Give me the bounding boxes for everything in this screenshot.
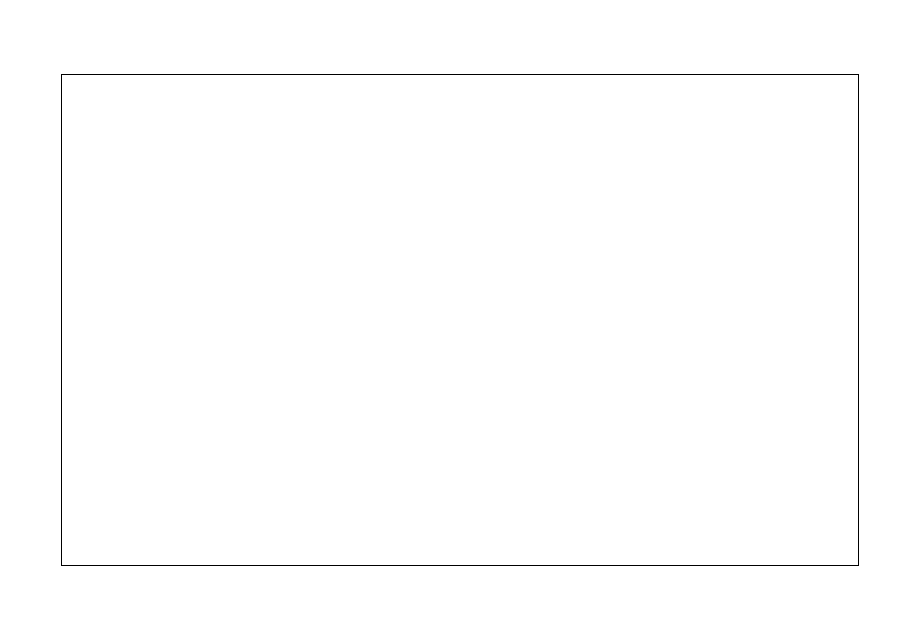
schedule-table bbox=[61, 74, 859, 566]
